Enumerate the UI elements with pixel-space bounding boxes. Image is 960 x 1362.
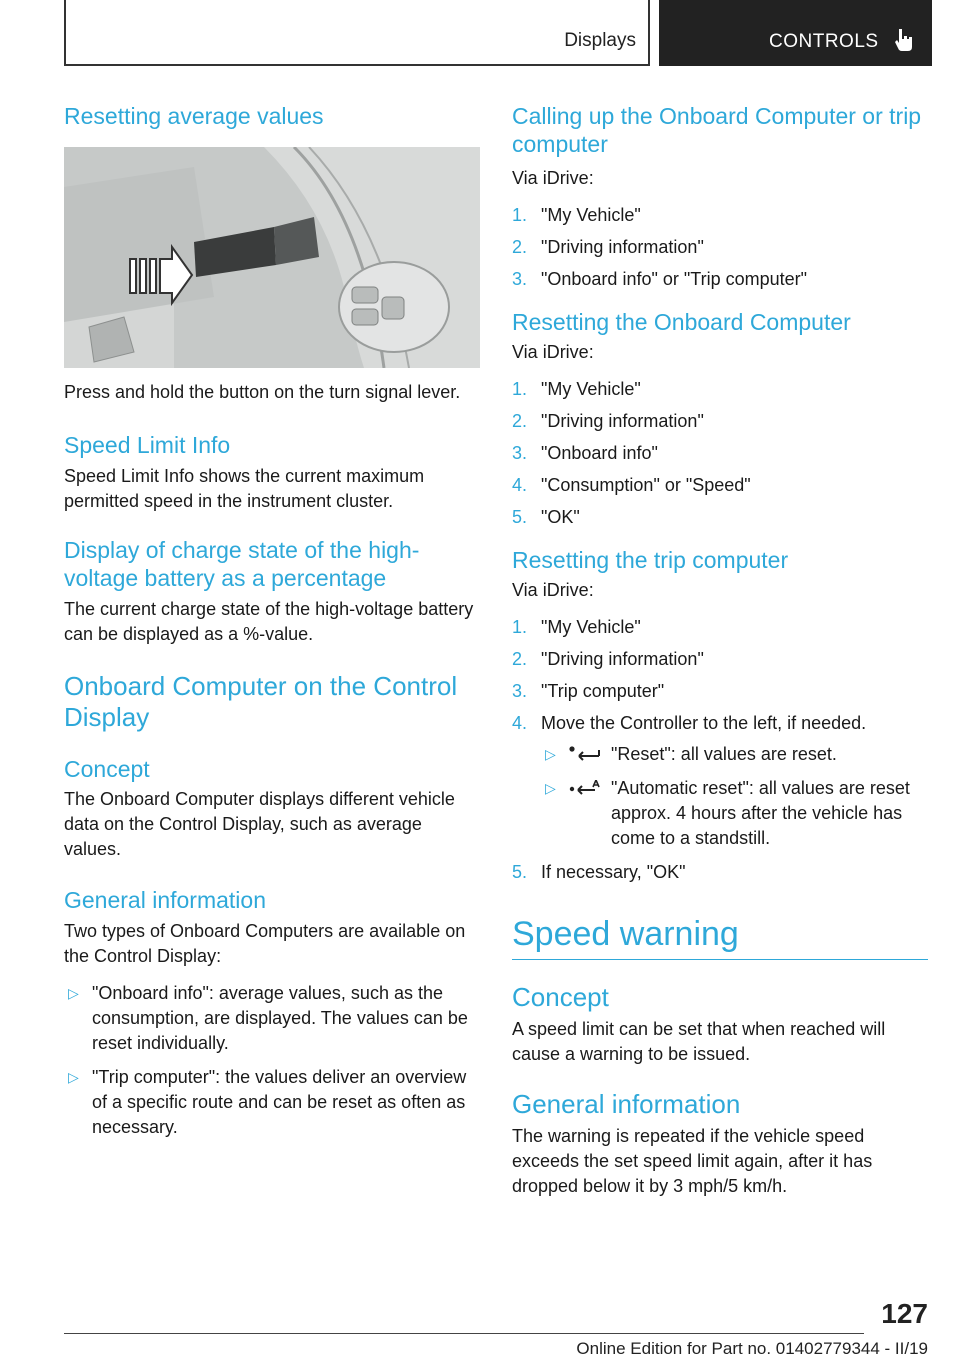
heading-resetting-average-values: Resetting average values: [64, 103, 324, 129]
heading-speed-warning: Speed warning: [512, 913, 928, 960]
heading-concept: Concept: [64, 756, 150, 782]
list-item: ▷ "Trip computer": the values deliver an overview of a specific route and can be reset as often as necessary.: [68, 1067, 467, 1137]
list-item: 3. "Trip computer": [512, 681, 665, 701]
triangle-bullet-icon: ▷: [545, 780, 556, 796]
list-item: 1. "My Vehicle": [512, 205, 641, 225]
steps-reset-onboard: [512, 377, 928, 530]
section-tab: [64, 0, 650, 66]
list-item: 2. "Driving information": [512, 649, 704, 669]
paragraph-concept: The Onboard Computer displays different vehicle data on the Control Display, such as average values.: [64, 789, 455, 859]
page-header: [64, 0, 932, 66]
via-idrive-label: Via iDrive:: [512, 342, 594, 362]
turn-signal-lever-illustration: [64, 147, 480, 368]
paragraph-speed-limit-info: Speed Limit Info shows the current maximum permitted speed in the instrument cluster.: [64, 466, 425, 511]
heading-resetting-onboard-computer: Resetting the Onboard Computer: [512, 309, 851, 335]
heading-speed-warning-concept: Concept: [512, 982, 609, 1012]
footer-divider: [64, 1333, 864, 1334]
triangle-bullet-icon: ▷: [68, 1069, 79, 1085]
list-item: 5. If necessary, "OK": [512, 862, 686, 882]
list-item: 2. "Driving information": [512, 411, 704, 431]
steering-column-drawing: [64, 147, 480, 368]
triangle-bullet-icon: ▷: [68, 985, 79, 1001]
hand-pointer-icon: [893, 27, 915, 53]
list-item: 1. "My Vehicle": [512, 617, 641, 637]
paragraph-charge-state: The current charge state of the high-voltage battery can be displayed as a %-value.: [64, 599, 474, 644]
triangle-bullet-icon: ▷: [545, 746, 556, 762]
heading-charge-state: Display of charge state of the high-voltage battery as a percentage: [64, 537, 420, 591]
via-idrive-label: Via iDrive:: [512, 580, 594, 600]
paragraph-speed-warning-concept: A speed limit can be set that when reached will cause a warning to be issued.: [512, 1019, 886, 1064]
heading-onboard-computer: Onboard Computer on the Control Display: [64, 671, 458, 732]
list-item: 3. "Onboard info" or "Trip computer": [512, 269, 808, 289]
list-item: ▷ "Automatic reset": all values are reset approx. 4 hours after the vehicle has come to a standstill.: [545, 778, 910, 848]
paragraph-general-information: Two types of Onboard Computers are available on the Control Display:: [64, 921, 466, 966]
list-item: ▷ "Reset": all values are reset.: [541, 742, 928, 767]
paragraph-speed-warning-general: The warning is repeated if the vehicle speed exceeds the set speed limit again, after it has dropped below it by 3 mph/5 km/h.: [512, 1126, 873, 1196]
computer-types-list: [64, 981, 482, 1140]
image-caption: Press and hold the button on the turn signal lever.: [64, 382, 461, 402]
list-item: 4. Move the Controller to the left, if needed. ▷ "Reset": all values are reset. ▷ "Automatic reset": all values are reset approx. 4 hours after the vehicle has come to a standstill.: [512, 711, 928, 851]
left-column: [64, 100, 482, 1149]
chapter-title: CONTROLS: [769, 31, 879, 52]
chapter-tab: [659, 0, 932, 66]
list-item: 4. "Consumption" or "Speed": [512, 475, 751, 495]
heading-calling-up-computer: Calling up the Onboard Computer or trip computer: [512, 103, 922, 157]
footer-edition: Online Edition for Part no. 01402779344 - II/19: [576, 1339, 928, 1358]
section-title: Displays: [564, 30, 636, 51]
list-item: 1. "My Vehicle": [512, 379, 641, 399]
via-idrive-label: Via iDrive:: [512, 168, 594, 188]
automatic-reset-icon: [569, 780, 601, 796]
list-item: ▷ "Onboard info": average values, such as the consumption, are displayed. The values can be reset individually.: [68, 983, 468, 1053]
list-item: 3. "Onboard info": [512, 443, 658, 463]
right-column: [512, 100, 928, 1199]
heading-speed-warning-general: General information: [512, 1089, 741, 1119]
list-item: 2. "Driving information": [512, 237, 704, 257]
steps-reset-trip: [512, 615, 928, 885]
heading-speed-limit-info: Speed Limit Info: [64, 432, 231, 458]
reset-options-list: [541, 742, 928, 851]
list-item: 5. "OK": [512, 507, 580, 527]
heading-general-information: General information: [64, 887, 266, 913]
reset-icon: [569, 746, 601, 762]
page-number: 127: [881, 1298, 928, 1329]
steps-calling-up: [512, 203, 928, 292]
heading-resetting-trip-computer: Resetting the trip computer: [512, 547, 789, 573]
